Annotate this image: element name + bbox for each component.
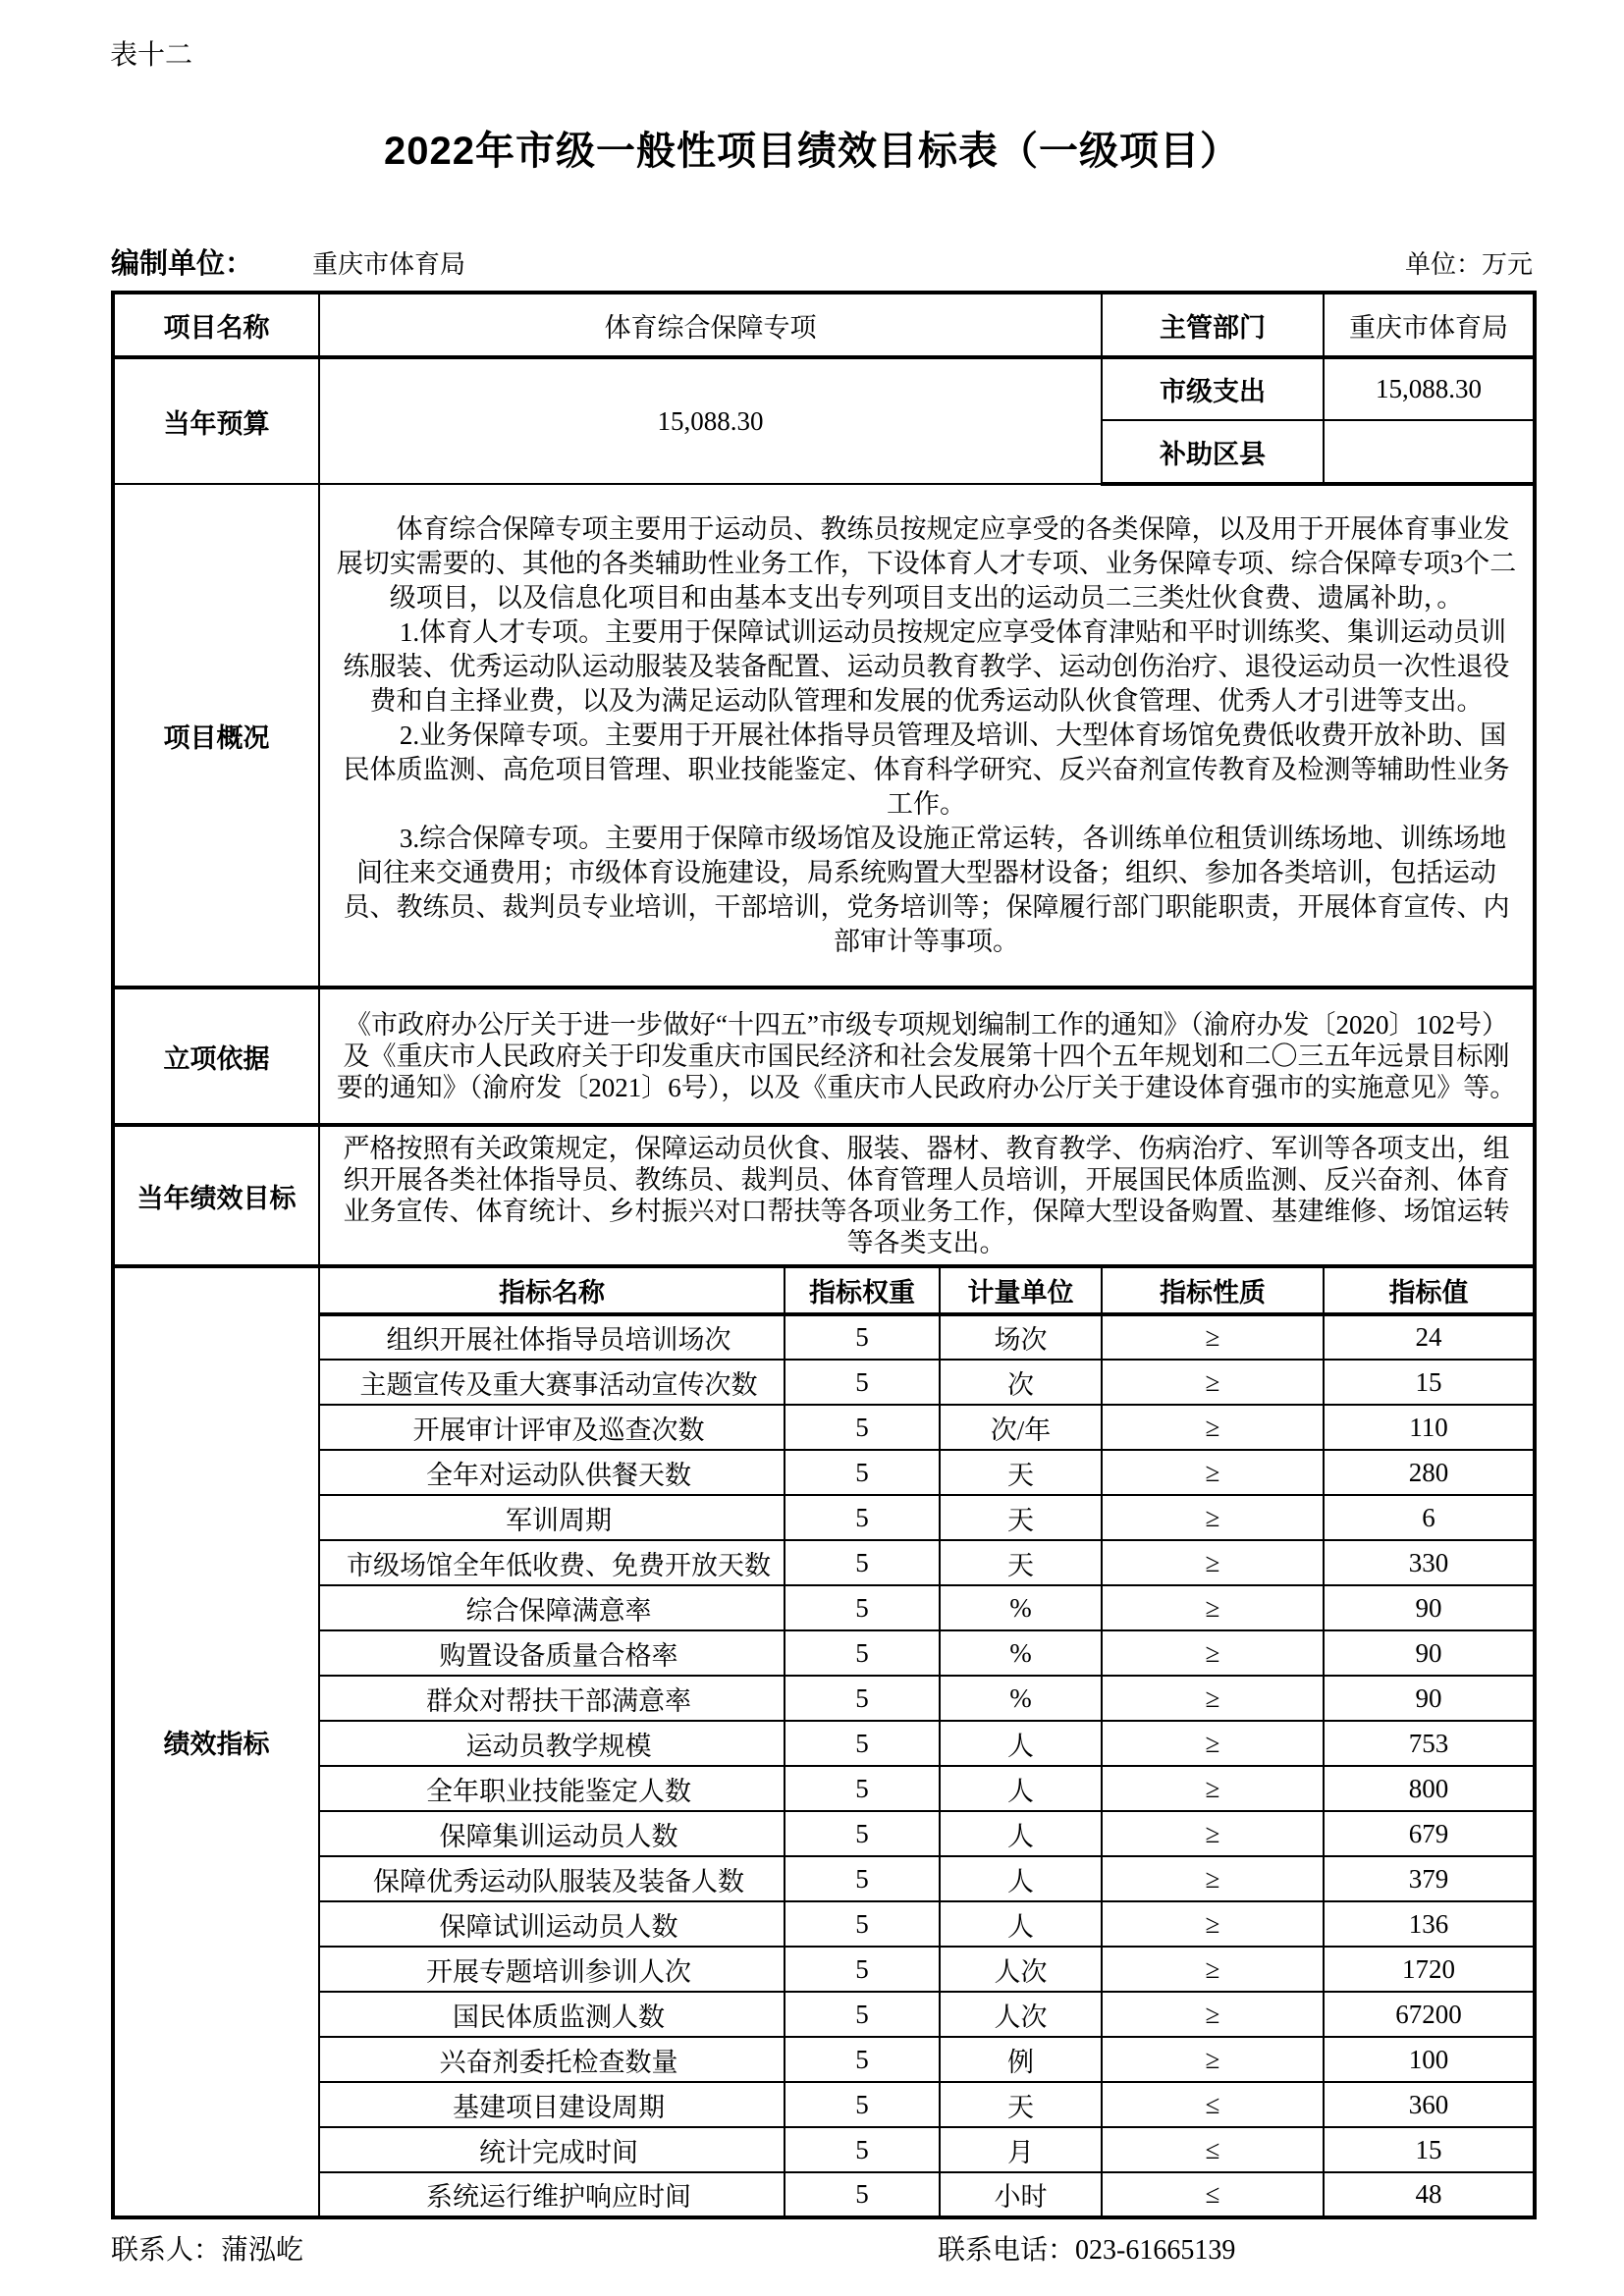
indicator-unit: 例 xyxy=(940,2037,1102,2082)
indicator-unit: 人 xyxy=(940,1856,1102,1901)
page-title: 2022年市级一般性项目绩效目标表（一级项目） xyxy=(384,130,1240,173)
overview-label: 项目概况 xyxy=(113,484,319,988)
indicator-name: 保障优秀运动队服装及装备人数 xyxy=(319,1856,785,1901)
subsidy-value xyxy=(1324,420,1535,484)
header-measure-unit: 计量单位 xyxy=(940,1266,1102,1314)
indicator-nature: ≥ xyxy=(1102,1495,1324,1540)
indicator-value: 48 xyxy=(1324,2172,1535,2217)
indicator-value: 110 xyxy=(1324,1405,1535,1450)
indicator-value: 1720 xyxy=(1324,1947,1535,1992)
indicator-value: 800 xyxy=(1324,1766,1535,1811)
indicator-value: 100 xyxy=(1324,2037,1535,2082)
indicator-row xyxy=(113,2127,1535,2172)
indicator-weight: 5 xyxy=(785,2172,940,2217)
contact-label: 联系人： xyxy=(111,2235,222,2266)
table-number: 表十二 xyxy=(110,40,193,71)
city-expense-label: 市级支出 xyxy=(1102,357,1324,420)
project-name-value: 体育综合保障专项 xyxy=(319,293,1102,357)
indicator-nature: ≥ xyxy=(1102,1811,1324,1856)
indicator-name: 开展审计评审及巡查次数 xyxy=(319,1405,785,1450)
indicator-nature: ≤ xyxy=(1102,2082,1324,2127)
indicator-row xyxy=(113,1314,1535,1360)
indicator-nature: ≥ xyxy=(1102,1856,1324,1901)
indicator-value: 24 xyxy=(1324,1314,1535,1360)
indicator-unit: 场次 xyxy=(940,1314,1102,1360)
indicator-row xyxy=(113,2172,1535,2217)
indicator-row xyxy=(113,1450,1535,1495)
indicator-row xyxy=(113,1947,1535,1992)
contact-person xyxy=(111,2235,303,2266)
indicator-row xyxy=(113,1992,1535,2037)
budget-row xyxy=(113,357,1535,420)
prepared-by xyxy=(111,241,465,282)
subsidy-label: 补助区县 xyxy=(1102,420,1324,484)
indicator-value: 90 xyxy=(1324,1585,1535,1630)
indicator-weight: 5 xyxy=(785,1360,940,1405)
indicator-nature: ≥ xyxy=(1102,1901,1324,1947)
dept-value: 重庆市体育局 xyxy=(1324,293,1535,357)
prepared-by-value: 重庆市体育局 xyxy=(312,250,466,279)
indicator-nature: ≥ xyxy=(1102,1630,1324,1676)
indicator-name: 综合保障满意率 xyxy=(319,1585,785,1630)
indicator-value: 360 xyxy=(1324,2082,1535,2127)
indicator-unit: 天 xyxy=(940,1450,1102,1495)
indicator-name: 系统运行维护响应时间 xyxy=(319,2172,785,2217)
indicator-row xyxy=(113,1585,1535,1630)
indicator-weight: 5 xyxy=(785,1630,940,1676)
indicator-weight: 5 xyxy=(785,1901,940,1947)
overview-row xyxy=(113,484,1535,988)
indicator-row xyxy=(113,1901,1535,1947)
indicator-weight: 5 xyxy=(785,1314,940,1360)
indicator-value: 67200 xyxy=(1324,1992,1535,2037)
overview-paragraph: 2.业务保障专项。主要用于开展社体指导员管理及培训、大型体育场馆免费低收费开放补助、国民体质监测、高危项目管理、职业技能鉴定、体育科学研究、反兴奋剂宣传教育及检测等辅助性业务工作。 xyxy=(343,721,1510,819)
indicator-weight: 5 xyxy=(785,1992,940,2037)
indicator-nature: ≥ xyxy=(1102,2037,1324,2082)
indicator-unit: 天 xyxy=(940,1495,1102,1540)
indicators-label: 绩效指标 xyxy=(113,1266,319,2217)
indicator-nature: ≥ xyxy=(1102,1947,1324,1992)
indicator-weight: 5 xyxy=(785,1766,940,1811)
indicator-row xyxy=(113,1495,1535,1540)
indicator-header-row xyxy=(113,1266,1535,1314)
indicator-weight: 5 xyxy=(785,1540,940,1585)
indicator-weight: 5 xyxy=(785,1721,940,1766)
indicator-nature: ≤ xyxy=(1102,2172,1324,2217)
indicator-row xyxy=(113,1766,1535,1811)
indicator-value: 330 xyxy=(1324,1540,1535,1585)
basis-row xyxy=(113,988,1535,1125)
indicator-unit: 人次 xyxy=(940,1992,1102,2037)
indicator-name: 开展专题培训参训人次 xyxy=(319,1947,785,1992)
indicator-name: 运动员教学规模 xyxy=(319,1721,785,1766)
contact-name: 蒲泓屹 xyxy=(221,2235,304,2266)
project-name-label: 项目名称 xyxy=(113,293,319,357)
indicator-nature: ≥ xyxy=(1102,1360,1324,1405)
indicator-value: 136 xyxy=(1324,1901,1535,1947)
indicator-weight: 5 xyxy=(785,1495,940,1540)
indicator-row xyxy=(113,1405,1535,1450)
indicator-row xyxy=(113,1360,1535,1405)
indicator-nature: ≥ xyxy=(1102,1450,1324,1495)
indicator-value: 753 xyxy=(1324,1721,1535,1766)
indicator-weight: 5 xyxy=(785,2127,940,2172)
contact-phone xyxy=(938,2228,1235,2268)
indicator-name: 保障集训运动员人数 xyxy=(319,1811,785,1856)
indicator-unit: 小时 xyxy=(940,2172,1102,2217)
overview-text xyxy=(319,484,1535,988)
phone-number: 023-61665139 xyxy=(1075,2235,1236,2266)
header-indicator-weight: 指标权重 xyxy=(785,1266,940,1314)
indicator-name: 统计完成时间 xyxy=(319,2127,785,2172)
indicator-unit: 天 xyxy=(940,2082,1102,2127)
indicator-unit: 人次 xyxy=(940,1947,1102,1992)
indicator-unit: 人 xyxy=(940,1721,1102,1766)
indicator-value: 379 xyxy=(1324,1856,1535,1901)
indicator-nature: ≥ xyxy=(1102,1540,1324,1585)
indicator-row xyxy=(113,1856,1535,1901)
indicator-name: 购置设备质量合格率 xyxy=(319,1630,785,1676)
footer-row xyxy=(111,2228,1533,2268)
indicator-weight: 5 xyxy=(785,1450,940,1495)
indicator-name: 保障试训运动员人数 xyxy=(319,1901,785,1947)
unit-note: 单位：万元 xyxy=(1404,250,1533,279)
basis-label: 立项依据 xyxy=(113,988,319,1125)
indicator-row xyxy=(113,1540,1535,1585)
indicator-name: 市级场馆全年低收费、免费开放天数 xyxy=(319,1540,785,1585)
budget-value: 15,088.30 xyxy=(319,357,1102,484)
basis-text: 《市政府办公厅关于进一步做好“十四五”市级专项规划编制工作的通知》（渝府办发〔2020〕102号）及《重庆市人民政府关于印发重庆市国民经济和社会发展第十四个五年规划和二〇三五年远景目标刚要的通知》（渝府发〔2021〕6号），以及《重庆市人民政府办公厅关于建设体育强市的实施意见》等。 xyxy=(319,988,1535,1125)
indicator-weight: 5 xyxy=(785,1811,940,1856)
indicator-name: 国民体质监测人数 xyxy=(319,1992,785,2037)
indicator-row xyxy=(113,1630,1535,1676)
indicator-name: 基建项目建设周期 xyxy=(319,2082,785,2127)
overview-paragraph: 3.综合保障专项。主要用于保障市级场馆及设施正常运转，各训练单位租赁训练场地、训练场地间往来交通费用；市级体育设施建设，局系统购置大型器材设备；组织、参加各类培训，包括运动员、教练员、裁判员专业培训，干部培训，党务培训等；保障履行部门职能职责，开展体育宣传、内部审计等事项。 xyxy=(343,824,1510,956)
indicator-unit: 人 xyxy=(940,1901,1102,1947)
indicator-row xyxy=(113,1676,1535,1721)
goal-row xyxy=(113,1125,1535,1266)
header-indicator-name: 指标名称 xyxy=(319,1266,785,1314)
indicator-value: 6 xyxy=(1324,1495,1535,1540)
performance-target-table xyxy=(111,291,1537,2219)
indicator-unit: % xyxy=(940,1630,1102,1676)
indicator-name: 主题宣传及重大赛事活动宣传次数 xyxy=(319,1360,785,1405)
indicator-row xyxy=(113,1811,1535,1856)
indicator-nature: ≥ xyxy=(1102,1721,1324,1766)
indicator-value: 15 xyxy=(1324,1360,1535,1405)
indicator-weight: 5 xyxy=(785,1676,940,1721)
prepared-by-label: 编制单位： xyxy=(111,248,254,280)
header-indicator-value: 指标值 xyxy=(1324,1266,1535,1314)
dept-label: 主管部门 xyxy=(1102,293,1324,357)
indicator-unit: 月 xyxy=(940,2127,1102,2172)
indicator-unit: 次/年 xyxy=(940,1405,1102,1450)
indicator-unit: 次 xyxy=(940,1360,1102,1405)
indicator-value: 280 xyxy=(1324,1450,1535,1495)
indicator-weight: 5 xyxy=(785,1947,940,1992)
indicator-name: 全年对运动队供餐天数 xyxy=(319,1450,785,1495)
header-indicator-nature: 指标性质 xyxy=(1102,1266,1324,1314)
indicator-nature: ≥ xyxy=(1102,1766,1324,1811)
goal-label: 当年绩效目标 xyxy=(113,1125,319,1266)
indicator-name: 军训周期 xyxy=(319,1495,785,1540)
indicator-name: 组织开展社体指导员培训场次 xyxy=(319,1314,785,1360)
indicator-unit: 人 xyxy=(940,1766,1102,1811)
indicator-value: 90 xyxy=(1324,1630,1535,1676)
indicator-nature: ≥ xyxy=(1102,1314,1324,1360)
indicator-value: 679 xyxy=(1324,1811,1535,1856)
indicator-unit: % xyxy=(940,1585,1102,1630)
phone-label: 联系电话： xyxy=(938,2235,1076,2266)
indicator-name: 群众对帮扶干部满意率 xyxy=(319,1676,785,1721)
indicator-name: 兴奋剂委托检查数量 xyxy=(319,2037,785,2082)
indicator-unit: 人 xyxy=(940,1811,1102,1856)
indicator-weight: 5 xyxy=(785,2037,940,2082)
indicator-weight: 5 xyxy=(785,1585,940,1630)
project-name-row xyxy=(113,293,1535,357)
indicator-value: 90 xyxy=(1324,1676,1535,1721)
indicator-weight: 5 xyxy=(785,1856,940,1901)
indicator-weight: 5 xyxy=(785,1405,940,1450)
goal-text: 严格按照有关政策规定，保障运动员伙食、服装、器材、教育教学、伤病治疗、军训等各项支出，组织开展各类社体指导员、教练员、裁判员、体育管理人员培训，开展国民体质监测、反兴奋剂、体育业务宣传、体育统计、乡村振兴对口帮扶等各项业务工作，保障大型设备购置、基建维修、场馆运转等各类支出。 xyxy=(319,1125,1535,1266)
indicator-nature: ≥ xyxy=(1102,1585,1324,1630)
indicator-row xyxy=(113,2037,1535,2082)
overview-paragraph: 1.体育人才专项。主要用于保障试训运动员按规定应享受体育津贴和平时训练奖、集训运动员训练服装、优秀运动队运动服装及装备配置、运动员教育教学、运动创伤治疗、退役运动员一次性退役费和自主择业费，以及为满足运动队管理和发展的优秀运动队伙食管理、优秀人才引进等支出。 xyxy=(343,617,1510,716)
indicator-nature: ≥ xyxy=(1102,1405,1324,1450)
indicator-row xyxy=(113,2082,1535,2127)
overview-paragraph: 体育综合保障专项主要用于运动员、教练员按规定应享受的各类保障，以及用于开展体育事业发展切实需要的、其他的各类辅助性业务工作，下设体育人才专项、业务保障专项、综合保障专项3个二级项目，以及信息化项目和由基本支出专列项目支出的运动员二三类灶伙食费、遗属补助，。 xyxy=(336,514,1517,613)
indicator-nature: ≥ xyxy=(1102,1992,1324,2037)
indicator-unit: % xyxy=(940,1676,1102,1721)
indicator-unit: 天 xyxy=(940,1540,1102,1585)
indicator-nature: ≤ xyxy=(1102,2127,1324,2172)
city-expense-value: 15,088.30 xyxy=(1324,357,1535,420)
indicator-nature: ≥ xyxy=(1102,1676,1324,1721)
indicator-row xyxy=(113,1721,1535,1766)
indicator-value: 15 xyxy=(1324,2127,1535,2172)
meta-row xyxy=(111,241,1533,282)
indicator-name: 全年职业技能鉴定人数 xyxy=(319,1766,785,1811)
budget-label: 当年预算 xyxy=(113,357,319,484)
indicator-weight: 5 xyxy=(785,2082,940,2127)
